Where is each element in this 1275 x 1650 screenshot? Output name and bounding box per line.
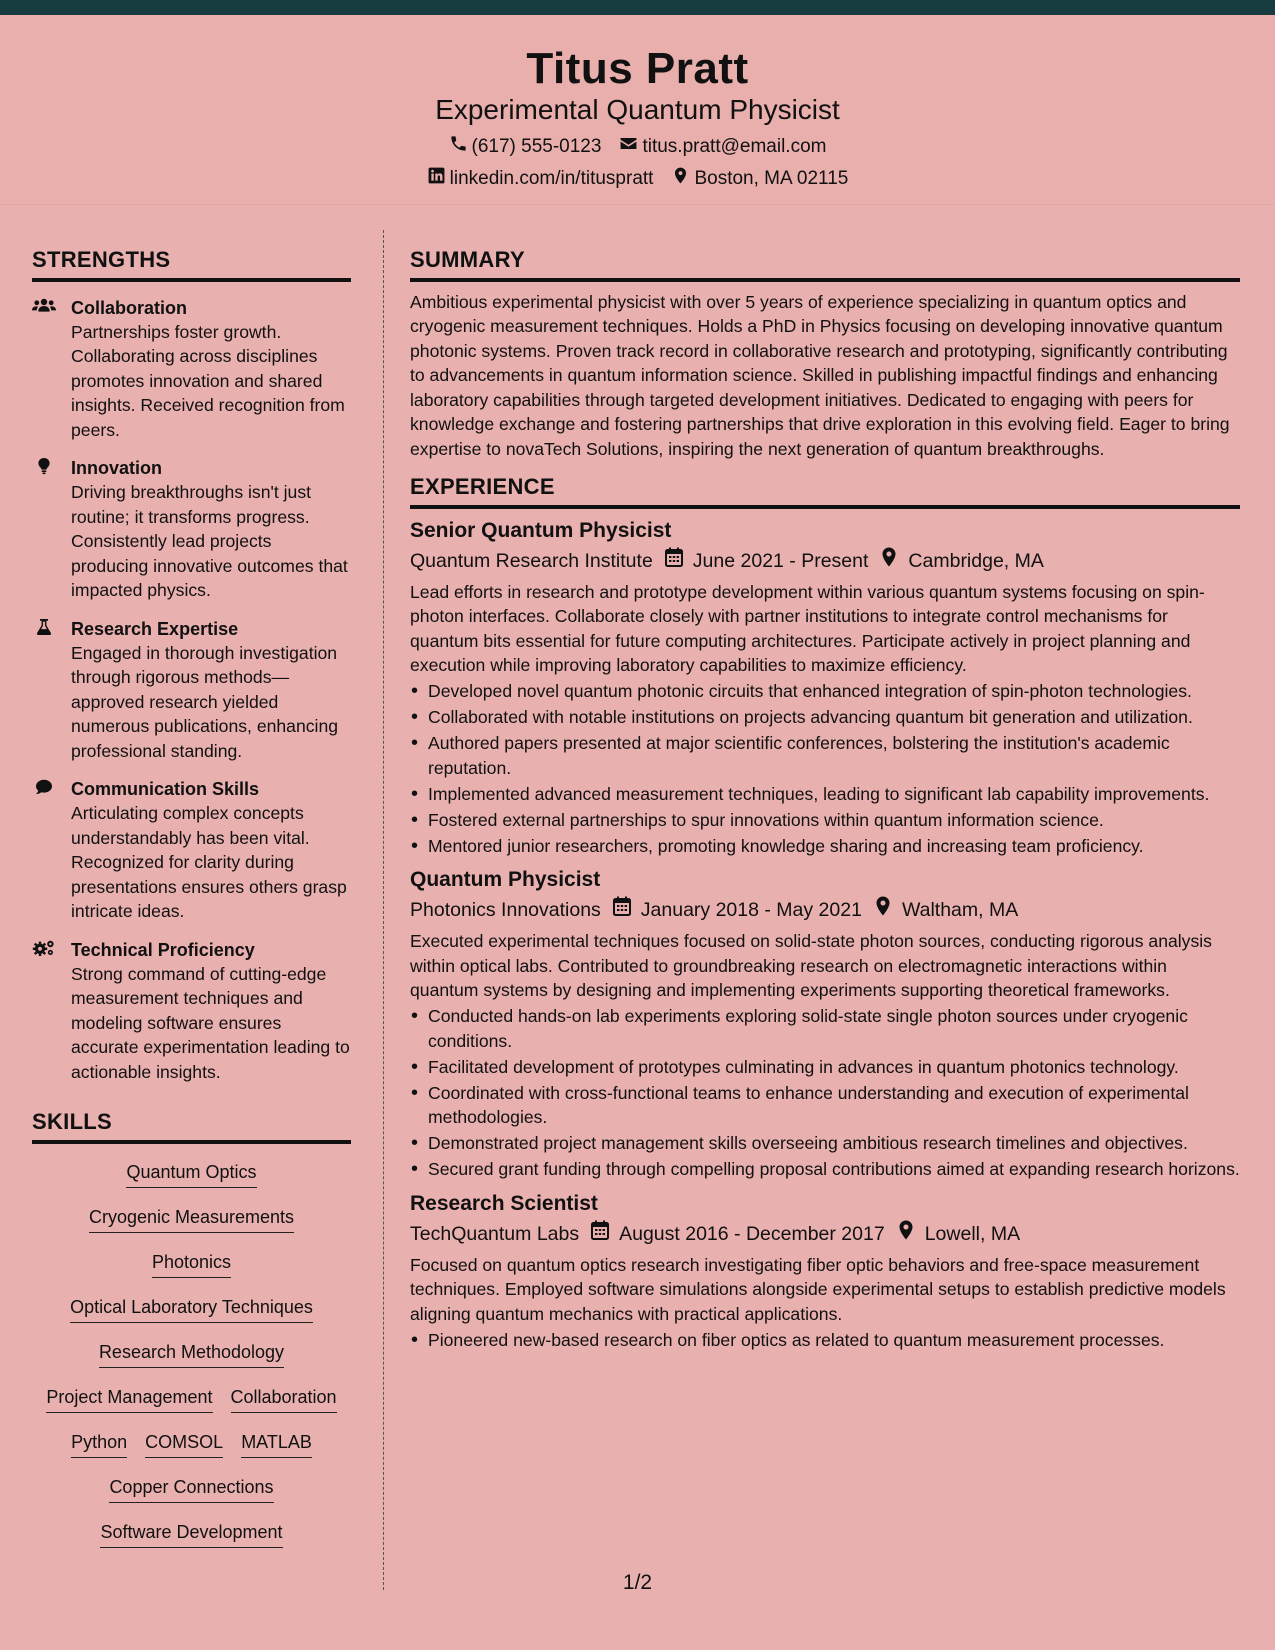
resume-header bbox=[0, 15, 1275, 205]
skill-row bbox=[71, 1424, 312, 1469]
strength-item bbox=[32, 938, 351, 1085]
strength-item bbox=[32, 296, 351, 443]
job-location: Lowell, MA bbox=[924, 1222, 1021, 1245]
location-contact bbox=[671, 166, 848, 192]
job-bullet: • Pioneered new-based research on fiber optics as related to quantum measurement processes. bbox=[410, 1328, 1240, 1353]
strength-description: Strong command of cutting-edge measurement techniques and modeling software ensures accurate experimentation leading to actionable insights. bbox=[71, 963, 350, 1082]
phone-text: (617) 555-0123 bbox=[471, 135, 602, 157]
job-description: Executed experimental techniques focused on solid-state photon sources, conducting rigorous analysis within optical labs. Contributed to groundbreaking research on electromagnetic interactions within quantum systems by designing and implementing experiments supporting theoretical frameworks. bbox=[410, 931, 1212, 1000]
contact-row-2 bbox=[0, 166, 1275, 192]
gears-icon bbox=[32, 938, 56, 960]
users-icon bbox=[32, 296, 56, 318]
linkedin-contact[interactable] bbox=[427, 166, 654, 192]
strengths-heading: STRENGTHS bbox=[32, 246, 351, 282]
job-entry bbox=[410, 517, 1240, 859]
skill-row bbox=[152, 1244, 231, 1289]
job-bullets bbox=[410, 1004, 1240, 1182]
job-dates: June 2021 - Present bbox=[692, 549, 869, 572]
skill-row bbox=[89, 1199, 294, 1244]
linkedin-text: linkedin.com/in/tituspratt bbox=[449, 167, 654, 189]
left-column bbox=[32, 246, 351, 1559]
speech-bubble-icon bbox=[32, 777, 56, 799]
strength-item bbox=[32, 617, 351, 764]
job-bullet: • Collaborated with notable institutions on projects advancing quantum bit generation and utilization. bbox=[410, 705, 1240, 730]
skill-row bbox=[100, 1514, 282, 1559]
strength-description: Driving breakthroughs isn't just routine; it transforms progress. Consistently lead projects producing innovative outcomes that impacted physics. bbox=[71, 482, 348, 600]
job-meta bbox=[410, 546, 1240, 576]
email-text: titus.pratt@email.com bbox=[642, 135, 827, 157]
summary-heading: SUMMARY bbox=[410, 246, 1240, 282]
strength-description: Articulating complex concepts understandably has been vital. Recognized for clarity during presentations ensures others grasp intricate ideas. bbox=[71, 803, 347, 921]
skill-tag: COMSOL bbox=[145, 1430, 223, 1458]
skill-tag: Cryogenic Measurements bbox=[89, 1205, 294, 1233]
job-title: Quantum Physicist bbox=[410, 868, 601, 891]
flask-icon bbox=[32, 617, 56, 639]
job-entry bbox=[410, 866, 1240, 1182]
strength-title: Innovation bbox=[71, 458, 162, 478]
job-bullet: • Implemented advanced measurement techniques, leading to significant lab capability improvements. bbox=[410, 782, 1240, 807]
lightbulb-icon bbox=[32, 456, 56, 478]
job-bullet: • Developed novel quantum photonic circuits that enhanced integration of spin-photon technologies. bbox=[410, 679, 1240, 704]
summary-text: Ambitious experimental physicist with over 5 years of experience specializing in quantum optics and cryogenic measurement techniques. Holds a PhD in Physics focusing on developing innovative quantum photonic systems. Proven track record in collaborative research and prototyping, significantly contributing to advancements in quantum information science. Skilled in publishing impactful findings and enhancing laboratory capabilities through targeted development initiatives. Dedicated to engaging with peers for knowledge exchange and fostering partnerships that drive exploration in this evolving field. Eager to bring expertise to novaTech Solutions, inspiring the next generation of quantum breakthroughs. bbox=[410, 291, 1230, 459]
job-bullet: • Coordinated with cross-functional teams to enhance understanding and execution of experimental methodologies. bbox=[410, 1081, 1240, 1130]
job-meta bbox=[410, 895, 1240, 925]
location-text: Boston, MA 02115 bbox=[694, 167, 849, 189]
strength-item bbox=[32, 456, 351, 603]
skill-tag: Copper Connections bbox=[109, 1475, 273, 1503]
contact-row-1 bbox=[0, 134, 1275, 160]
email-contact[interactable] bbox=[619, 134, 826, 160]
map-pin-icon bbox=[868, 546, 908, 576]
envelope-icon bbox=[619, 134, 638, 160]
skill-tag: Python bbox=[71, 1430, 127, 1458]
job-company: Photonics Innovations bbox=[410, 899, 601, 921]
map-pin-icon bbox=[862, 895, 902, 925]
strength-description: Engaged in thorough investigation through rigorous methods—approved research yielded numerous publications, enhancing professional standing. bbox=[71, 642, 339, 761]
calendar-icon bbox=[579, 1219, 619, 1249]
job-dates: August 2016 - December 2017 bbox=[619, 1222, 885, 1245]
job-title: Senior Quantum Physicist bbox=[410, 518, 672, 542]
job-bullet: • Authored papers presented at major scientific conferences, bolstering the institution's academic reputation. bbox=[410, 731, 1240, 780]
column-divider bbox=[383, 230, 384, 1590]
job-bullet: • Secured grant funding through compelling proposal contributions aimed at expanding research horizons. bbox=[410, 1157, 1240, 1182]
phone-icon bbox=[449, 134, 468, 160]
skills-list bbox=[32, 1154, 351, 1559]
top-accent-bar bbox=[0, 0, 1275, 15]
strength-title: Technical Proficiency bbox=[71, 939, 255, 960]
job-description: Focused on quantum optics research investigating fiber optic behaviors and free-space measurement techniques. Employed software simulations alongside experimental setups to establish predictive models aligning quantum mechanics with practical applications. bbox=[410, 1254, 1226, 1324]
skill-row bbox=[126, 1154, 256, 1199]
job-entry bbox=[410, 1190, 1240, 1353]
job-bullet: • Facilitated development of prototypes culminating in advances in quantum photonics technology. bbox=[410, 1055, 1240, 1080]
strength-description: Partnerships foster growth. Collaborating across disciplines promotes innovation and shared insights. Received recognition from peers. bbox=[71, 321, 345, 440]
skill-row bbox=[99, 1334, 284, 1379]
strength-title: Communication Skills bbox=[71, 779, 260, 799]
skill-row bbox=[109, 1469, 273, 1514]
map-pin-icon bbox=[671, 166, 690, 192]
job-location: Cambridge, MA bbox=[908, 549, 1044, 572]
job-location: Waltham, MA bbox=[901, 899, 1019, 921]
job-meta bbox=[410, 1219, 1240, 1249]
job-title: Research Scientist bbox=[410, 1191, 598, 1215]
calendar-icon bbox=[601, 895, 641, 925]
job-bullet: • Mentored junior researchers, promoting knowledge sharing and increasing team proficiency. bbox=[410, 834, 1240, 859]
job-company: TechQuantum Labs bbox=[410, 1222, 580, 1245]
calendar-icon bbox=[653, 546, 693, 576]
job-bullets bbox=[410, 1328, 1240, 1353]
linkedin-icon bbox=[427, 166, 446, 192]
skill-tag: Software Development bbox=[100, 1520, 282, 1548]
skills-heading: SKILLS bbox=[32, 1108, 351, 1144]
job-bullet: • Fostered external partnerships to spur innovations within quantum information science. bbox=[410, 808, 1240, 833]
right-column bbox=[410, 246, 1240, 1352]
strength-item bbox=[32, 777, 351, 924]
job-bullet: • Demonstrated project management skills overseeing ambitious research timelines and objectives. bbox=[410, 1131, 1240, 1156]
job-company: Quantum Research Institute bbox=[410, 549, 653, 572]
job-description: Lead efforts in research and prototype development within various quantum systems focusing on spin-photon interfaces. Collaborate closely with partner institutions to integrate control mechanisms for quantum bits essential for future computing architectures. Participate actively in project planning and execution while improving laboratory capabilities to maximize efficiency. bbox=[410, 581, 1205, 675]
experience-heading: EXPERIENCE bbox=[410, 473, 1240, 509]
skill-tag: MATLAB bbox=[241, 1430, 312, 1458]
skill-tag: Collaboration bbox=[231, 1385, 337, 1413]
strength-title: Research Expertise bbox=[71, 618, 239, 639]
skill-row bbox=[70, 1289, 313, 1334]
job-dates: January 2018 - May 2021 bbox=[640, 899, 862, 921]
map-pin-icon bbox=[885, 1219, 925, 1249]
skill-tag: Project Management bbox=[46, 1385, 212, 1413]
page-number: 1/2 bbox=[622, 1571, 653, 1594]
skill-row bbox=[46, 1379, 336, 1424]
skill-tag: Photonics bbox=[152, 1250, 231, 1278]
skill-tag: Quantum Optics bbox=[126, 1160, 256, 1188]
candidate-title: Experimental Quantum Physicist bbox=[435, 94, 840, 125]
job-bullet: • Conducted hands-on lab experiments exploring solid-state single photon sources under cryogenic conditions. bbox=[410, 1004, 1240, 1053]
job-bullets bbox=[410, 679, 1240, 858]
skill-tag: Research Methodology bbox=[99, 1340, 284, 1368]
strength-title: Collaboration bbox=[71, 297, 187, 318]
skill-tag: Optical Laboratory Techniques bbox=[70, 1295, 313, 1323]
candidate-name: Titus Pratt bbox=[526, 44, 749, 93]
phone-contact[interactable] bbox=[449, 134, 602, 160]
